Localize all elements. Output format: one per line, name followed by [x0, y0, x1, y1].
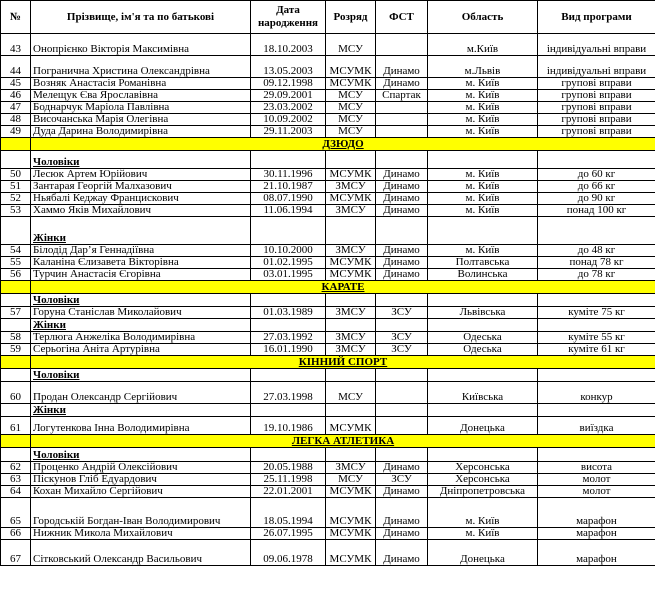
cell-region: Дніпропетровська — [428, 486, 538, 498]
cell-no: 60 — [1, 382, 31, 404]
header-region: Область — [428, 1, 538, 34]
table-row — [1, 245, 655, 257]
cell-program: групові вправи — [538, 90, 655, 102]
cell-dob: 13.05.2003 — [251, 56, 326, 78]
group-cell-blank — [428, 369, 538, 382]
cell-name: Серьогіна Аніта Артурівна — [31, 344, 251, 356]
cell-dob: 22.01.2001 — [251, 486, 326, 498]
cell-fst: Динамо — [376, 193, 428, 205]
cell-region: Донецька — [428, 540, 538, 566]
cell-no: 53 — [1, 205, 31, 217]
table-row — [1, 382, 655, 404]
cell-fst: Динамо — [376, 528, 428, 540]
cell-rank: МСУМК — [326, 56, 376, 78]
cell-region: м. Київ — [428, 498, 538, 528]
cell-program: молот — [538, 486, 655, 498]
cell-fst: Динамо — [376, 269, 428, 281]
table-row — [1, 307, 655, 319]
table-row — [1, 474, 655, 486]
section-title: ДЗЮДО — [31, 138, 655, 151]
cell-name: Боднарчук Маріола Павлівна — [31, 102, 251, 114]
cell-fst — [376, 126, 428, 138]
cell-region: м. Київ — [428, 169, 538, 181]
cell-region: м. Київ — [428, 528, 538, 540]
cell-dob: 10.10.2000 — [251, 245, 326, 257]
cell-region: Одеська — [428, 344, 538, 356]
group-cell-blank — [376, 151, 428, 169]
group-row — [1, 151, 655, 169]
cell-no: 45 — [1, 78, 31, 90]
section-header-row — [1, 356, 655, 369]
cell-dob: 01.02.1995 — [251, 257, 326, 269]
table-row — [1, 205, 655, 217]
cell-program: до 60 кг — [538, 169, 655, 181]
group-cell-blank — [251, 217, 326, 245]
cell-name: Логутенкова Інна Володимирівна — [31, 417, 251, 435]
cell-program: до 48 кг — [538, 245, 655, 257]
group-label: Чоловіки — [31, 294, 251, 307]
cell-fst — [376, 114, 428, 126]
cell-fst: Динамо — [376, 540, 428, 566]
group-cell-blank — [538, 294, 655, 307]
cell-rank: МСУ — [326, 114, 376, 126]
cell-region: м. Київ — [428, 245, 538, 257]
table-row — [1, 528, 655, 540]
cell-name: Білодід Дар’я Геннадіївна — [31, 245, 251, 257]
cell-region: Донецька — [428, 417, 538, 435]
cell-fst: Динамо — [376, 257, 428, 269]
section-title: КІННИЙ СПОРТ — [31, 356, 655, 369]
section-cell-blank — [1, 356, 31, 369]
table-row — [1, 90, 655, 102]
group-cell-blank — [428, 151, 538, 169]
cell-dob: 30.11.1996 — [251, 169, 326, 181]
cell-no: 54 — [1, 245, 31, 257]
group-cell-blank — [1, 404, 31, 417]
group-cell-blank — [428, 294, 538, 307]
table-row — [1, 417, 655, 435]
cell-rank: МСУМК — [326, 169, 376, 181]
cell-dob: 27.03.1998 — [251, 382, 326, 404]
section-header-row — [1, 435, 655, 448]
cell-fst: Динамо — [376, 462, 428, 474]
cell-no: 56 — [1, 269, 31, 281]
cell-rank: МСУ — [326, 474, 376, 486]
header-program: Вид програми — [538, 1, 655, 34]
cell-no: 58 — [1, 332, 31, 344]
group-cell-blank — [1, 151, 31, 169]
cell-name: Піскунов Гліб Едуардович — [31, 474, 251, 486]
table-row — [1, 56, 655, 78]
cell-program: понад 78 кг — [538, 257, 655, 269]
group-label: Жінки — [31, 217, 251, 245]
header-no: № — [1, 1, 31, 34]
cell-no: 62 — [1, 462, 31, 474]
cell-fst: ЗСУ — [376, 344, 428, 356]
cell-dob: 08.07.1990 — [251, 193, 326, 205]
cell-name: Терлюга Анжеліка Володимирівна — [31, 332, 251, 344]
cell-rank: МСУМК — [326, 528, 376, 540]
cell-rank: МСУМК — [326, 269, 376, 281]
group-cell-blank — [326, 319, 376, 332]
cell-name: Продан Олександр Сергійович — [31, 382, 251, 404]
cell-name: Нижник Микола Михайлович — [31, 528, 251, 540]
header-rank: Розряд — [326, 1, 376, 34]
cell-fst — [376, 382, 428, 404]
group-cell-blank — [376, 369, 428, 382]
cell-fst: Динамо — [376, 169, 428, 181]
cell-no: 48 — [1, 114, 31, 126]
cell-fst — [376, 34, 428, 56]
header-row — [1, 1, 655, 34]
section-cell-blank — [1, 138, 31, 151]
cell-no: 64 — [1, 486, 31, 498]
group-cell-blank — [326, 404, 376, 417]
cell-name: Проценко Андрій Олексійович — [31, 462, 251, 474]
cell-region: м. Київ — [428, 102, 538, 114]
cell-dob: 16.01.1990 — [251, 344, 326, 356]
cell-program: групові вправи — [538, 126, 655, 138]
section-cell-blank — [1, 435, 31, 448]
cell-dob: 09.12.1998 — [251, 78, 326, 90]
group-cell-blank — [1, 294, 31, 307]
cell-no: 63 — [1, 474, 31, 486]
cell-dob: 20.05.1988 — [251, 462, 326, 474]
cell-no: 55 — [1, 257, 31, 269]
group-cell-blank — [538, 369, 655, 382]
cell-fst: Спартак — [376, 90, 428, 102]
group-cell-blank — [326, 151, 376, 169]
cell-region: м. Київ — [428, 181, 538, 193]
cell-dob: 21.10.1987 — [251, 181, 326, 193]
cell-region: м. Київ — [428, 126, 538, 138]
group-cell-blank — [251, 319, 326, 332]
group-cell-blank — [251, 151, 326, 169]
cell-region: Львівська — [428, 307, 538, 319]
group-cell-blank — [376, 404, 428, 417]
cell-no: 46 — [1, 90, 31, 102]
group-label: Жінки — [31, 404, 251, 417]
group-cell-blank — [326, 217, 376, 245]
group-cell-blank — [376, 448, 428, 462]
group-label: Чоловіки — [31, 448, 251, 462]
cell-fst — [376, 417, 428, 435]
cell-dob: 23.03.2002 — [251, 102, 326, 114]
section-cell-blank — [1, 281, 31, 294]
cell-rank: МСУ — [326, 382, 376, 404]
group-cell-blank — [1, 448, 31, 462]
cell-name: Ньябалі Кеджау Францискович — [31, 193, 251, 205]
cell-rank: ЗМСУ — [326, 307, 376, 319]
group-cell-blank — [538, 151, 655, 169]
table-row — [1, 114, 655, 126]
group-label: Чоловіки — [31, 369, 251, 382]
cell-dob: 18.10.2003 — [251, 34, 326, 56]
cell-program: до 78 кг — [538, 269, 655, 281]
cell-program: індивідуальні вправи — [538, 34, 655, 56]
cell-dob: 01.03.1989 — [251, 307, 326, 319]
cell-no: 61 — [1, 417, 31, 435]
cell-region: м. Київ — [428, 78, 538, 90]
cell-dob: 18.05.1994 — [251, 498, 326, 528]
group-label: Чоловіки — [31, 151, 251, 169]
cell-region: Одеська — [428, 332, 538, 344]
cell-region: м. Київ — [428, 205, 538, 217]
cell-rank: МСУ — [326, 102, 376, 114]
table-row — [1, 193, 655, 205]
table-row — [1, 257, 655, 269]
cell-region: Волинська — [428, 269, 538, 281]
header-name: Прізвище, ім'я та по батькові — [31, 1, 251, 34]
cell-name: Онопрієнко Вікторія Максимівна — [31, 34, 251, 56]
group-cell-blank — [376, 319, 428, 332]
section-title: КАРАТЕ — [31, 281, 655, 294]
cell-name: Кохан Михайло Сергійович — [31, 486, 251, 498]
group-cell-blank — [1, 369, 31, 382]
cell-no: 57 — [1, 307, 31, 319]
cell-program: марафон — [538, 498, 655, 528]
cell-program: виїздка — [538, 417, 655, 435]
cell-name: Хаммо Яків Михайлович — [31, 205, 251, 217]
cell-region: Київська — [428, 382, 538, 404]
cell-region: Полтавська — [428, 257, 538, 269]
cell-rank: ЗМСУ — [326, 181, 376, 193]
section-header-row — [1, 138, 655, 151]
group-row — [1, 404, 655, 417]
cell-name: Городській Богдан-Іван Володимирович — [31, 498, 251, 528]
cell-no: 44 — [1, 56, 31, 78]
group-row — [1, 448, 655, 462]
cell-name: Височанська Марія Олегівна — [31, 114, 251, 126]
cell-program: до 90 кг — [538, 193, 655, 205]
cell-name: Сітковський Олександр Васильович — [31, 540, 251, 566]
section-header-row — [1, 281, 655, 294]
cell-no: 43 — [1, 34, 31, 56]
cell-fst: ЗСУ — [376, 474, 428, 486]
cell-region: Херсонська — [428, 462, 538, 474]
cell-fst: Динамо — [376, 56, 428, 78]
cell-dob: 26.07.1995 — [251, 528, 326, 540]
cell-no: 52 — [1, 193, 31, 205]
cell-name: Турчин Анастасія Єгорівна — [31, 269, 251, 281]
cell-dob: 19.10.1986 — [251, 417, 326, 435]
cell-rank: МСУ — [326, 126, 376, 138]
cell-region: м.Львів — [428, 56, 538, 78]
cell-fst: ЗСУ — [376, 307, 428, 319]
group-cell-blank — [251, 448, 326, 462]
cell-no: 65 — [1, 498, 31, 528]
group-cell-blank — [538, 404, 655, 417]
cell-region: м. Київ — [428, 114, 538, 126]
cell-dob: 11.06.1994 — [251, 205, 326, 217]
cell-no: 59 — [1, 344, 31, 356]
cell-no: 67 — [1, 540, 31, 566]
cell-region: м.Київ — [428, 34, 538, 56]
group-row — [1, 294, 655, 307]
cell-program: висота — [538, 462, 655, 474]
cell-rank: ЗМСУ — [326, 245, 376, 257]
cell-name: Погранична Христина Олександрівна — [31, 56, 251, 78]
cell-program: марафон — [538, 540, 655, 566]
cell-dob: 25.11.1998 — [251, 474, 326, 486]
section-title: ЛЕГКА АТЛЕТИКА — [31, 435, 655, 448]
cell-program: куміте 61 кг — [538, 344, 655, 356]
cell-dob: 03.01.1995 — [251, 269, 326, 281]
table-row — [1, 126, 655, 138]
table-row — [1, 486, 655, 498]
group-label: Жінки — [31, 319, 251, 332]
cell-fst: Динамо — [376, 245, 428, 257]
cell-rank: МСУМК — [326, 193, 376, 205]
group-cell-blank — [428, 404, 538, 417]
cell-rank: МСУМК — [326, 257, 376, 269]
table-row — [1, 34, 655, 56]
cell-fst: Динамо — [376, 205, 428, 217]
cell-rank: ЗМСУ — [326, 344, 376, 356]
cell-region: Херсонська — [428, 474, 538, 486]
cell-program: групові вправи — [538, 114, 655, 126]
group-row — [1, 319, 655, 332]
cell-fst: Динамо — [376, 498, 428, 528]
table-row — [1, 169, 655, 181]
table-body — [1, 34, 655, 566]
table-row — [1, 102, 655, 114]
group-cell-blank — [251, 294, 326, 307]
cell-dob: 29.09.2001 — [251, 90, 326, 102]
cell-name: Каланіна Єлизавета Вікторівна — [31, 257, 251, 269]
cell-fst: Динамо — [376, 181, 428, 193]
cell-fst: Динамо — [376, 486, 428, 498]
cell-dob: 27.03.1992 — [251, 332, 326, 344]
table-row — [1, 540, 655, 566]
cell-program: до 66 кг — [538, 181, 655, 193]
cell-dob: 29.11.2003 — [251, 126, 326, 138]
cell-program: понад 100 кг — [538, 205, 655, 217]
cell-dob: 10.09.2002 — [251, 114, 326, 126]
cell-program: індивідуальні вправи — [538, 56, 655, 78]
cell-rank: ЗМСУ — [326, 462, 376, 474]
cell-rank: МСУМК — [326, 540, 376, 566]
cell-name: Горуна Станіслав Миколайович — [31, 307, 251, 319]
group-cell-blank — [538, 217, 655, 245]
group-cell-blank — [1, 319, 31, 332]
cell-region: м. Київ — [428, 90, 538, 102]
cell-rank: МСУ — [326, 34, 376, 56]
group-cell-blank — [428, 319, 538, 332]
table-row — [1, 462, 655, 474]
cell-program: марафон — [538, 528, 655, 540]
cell-no: 51 — [1, 181, 31, 193]
table-row — [1, 269, 655, 281]
header-fst: ФСТ — [376, 1, 428, 34]
cell-program: молот — [538, 474, 655, 486]
cell-name: Дуда Дарина Володимирівна — [31, 126, 251, 138]
cell-no: 47 — [1, 102, 31, 114]
cell-rank: МСУМК — [326, 486, 376, 498]
cell-name: Лесюк Артем Юрійович — [31, 169, 251, 181]
cell-program: конкур — [538, 382, 655, 404]
cell-fst: Динамо — [376, 78, 428, 90]
cell-rank: МСУМК — [326, 498, 376, 528]
group-cell-blank — [326, 369, 376, 382]
cell-no: 66 — [1, 528, 31, 540]
table-row — [1, 498, 655, 528]
group-cell-blank — [428, 448, 538, 462]
group-cell-blank — [538, 448, 655, 462]
cell-rank: МСУМК — [326, 417, 376, 435]
cell-name: Возняк Анастасія Романівна — [31, 78, 251, 90]
cell-no: 49 — [1, 126, 31, 138]
cell-rank: МСУМК — [326, 78, 376, 90]
cell-fst — [376, 102, 428, 114]
table-row — [1, 181, 655, 193]
cell-program: куміте 55 кг — [538, 332, 655, 344]
group-cell-blank — [376, 217, 428, 245]
cell-rank: МСУ — [326, 90, 376, 102]
cell-program: групові вправи — [538, 102, 655, 114]
cell-region: м. Київ — [428, 193, 538, 205]
cell-fst: ЗСУ — [376, 332, 428, 344]
group-cell-blank — [326, 294, 376, 307]
group-cell-blank — [1, 217, 31, 245]
table-row — [1, 344, 655, 356]
group-cell-blank — [326, 448, 376, 462]
cell-name: Зантарая Георгій Малхазович — [31, 181, 251, 193]
group-cell-blank — [376, 294, 428, 307]
group-cell-blank — [538, 319, 655, 332]
cell-name: Мелещук Єва Ярославівна — [31, 90, 251, 102]
group-row — [1, 369, 655, 382]
table-row — [1, 78, 655, 90]
cell-dob: 09.06.1978 — [251, 540, 326, 566]
group-row — [1, 217, 655, 245]
group-cell-blank — [251, 369, 326, 382]
table-row — [1, 332, 655, 344]
cell-rank: ЗМСУ — [326, 332, 376, 344]
cell-program: куміте 75 кг — [538, 307, 655, 319]
cell-program: групові вправи — [538, 78, 655, 90]
group-cell-blank — [251, 404, 326, 417]
group-cell-blank — [428, 217, 538, 245]
header-dob: Дата народження — [251, 1, 326, 34]
cell-no: 50 — [1, 169, 31, 181]
cell-rank: ЗМСУ — [326, 205, 376, 217]
